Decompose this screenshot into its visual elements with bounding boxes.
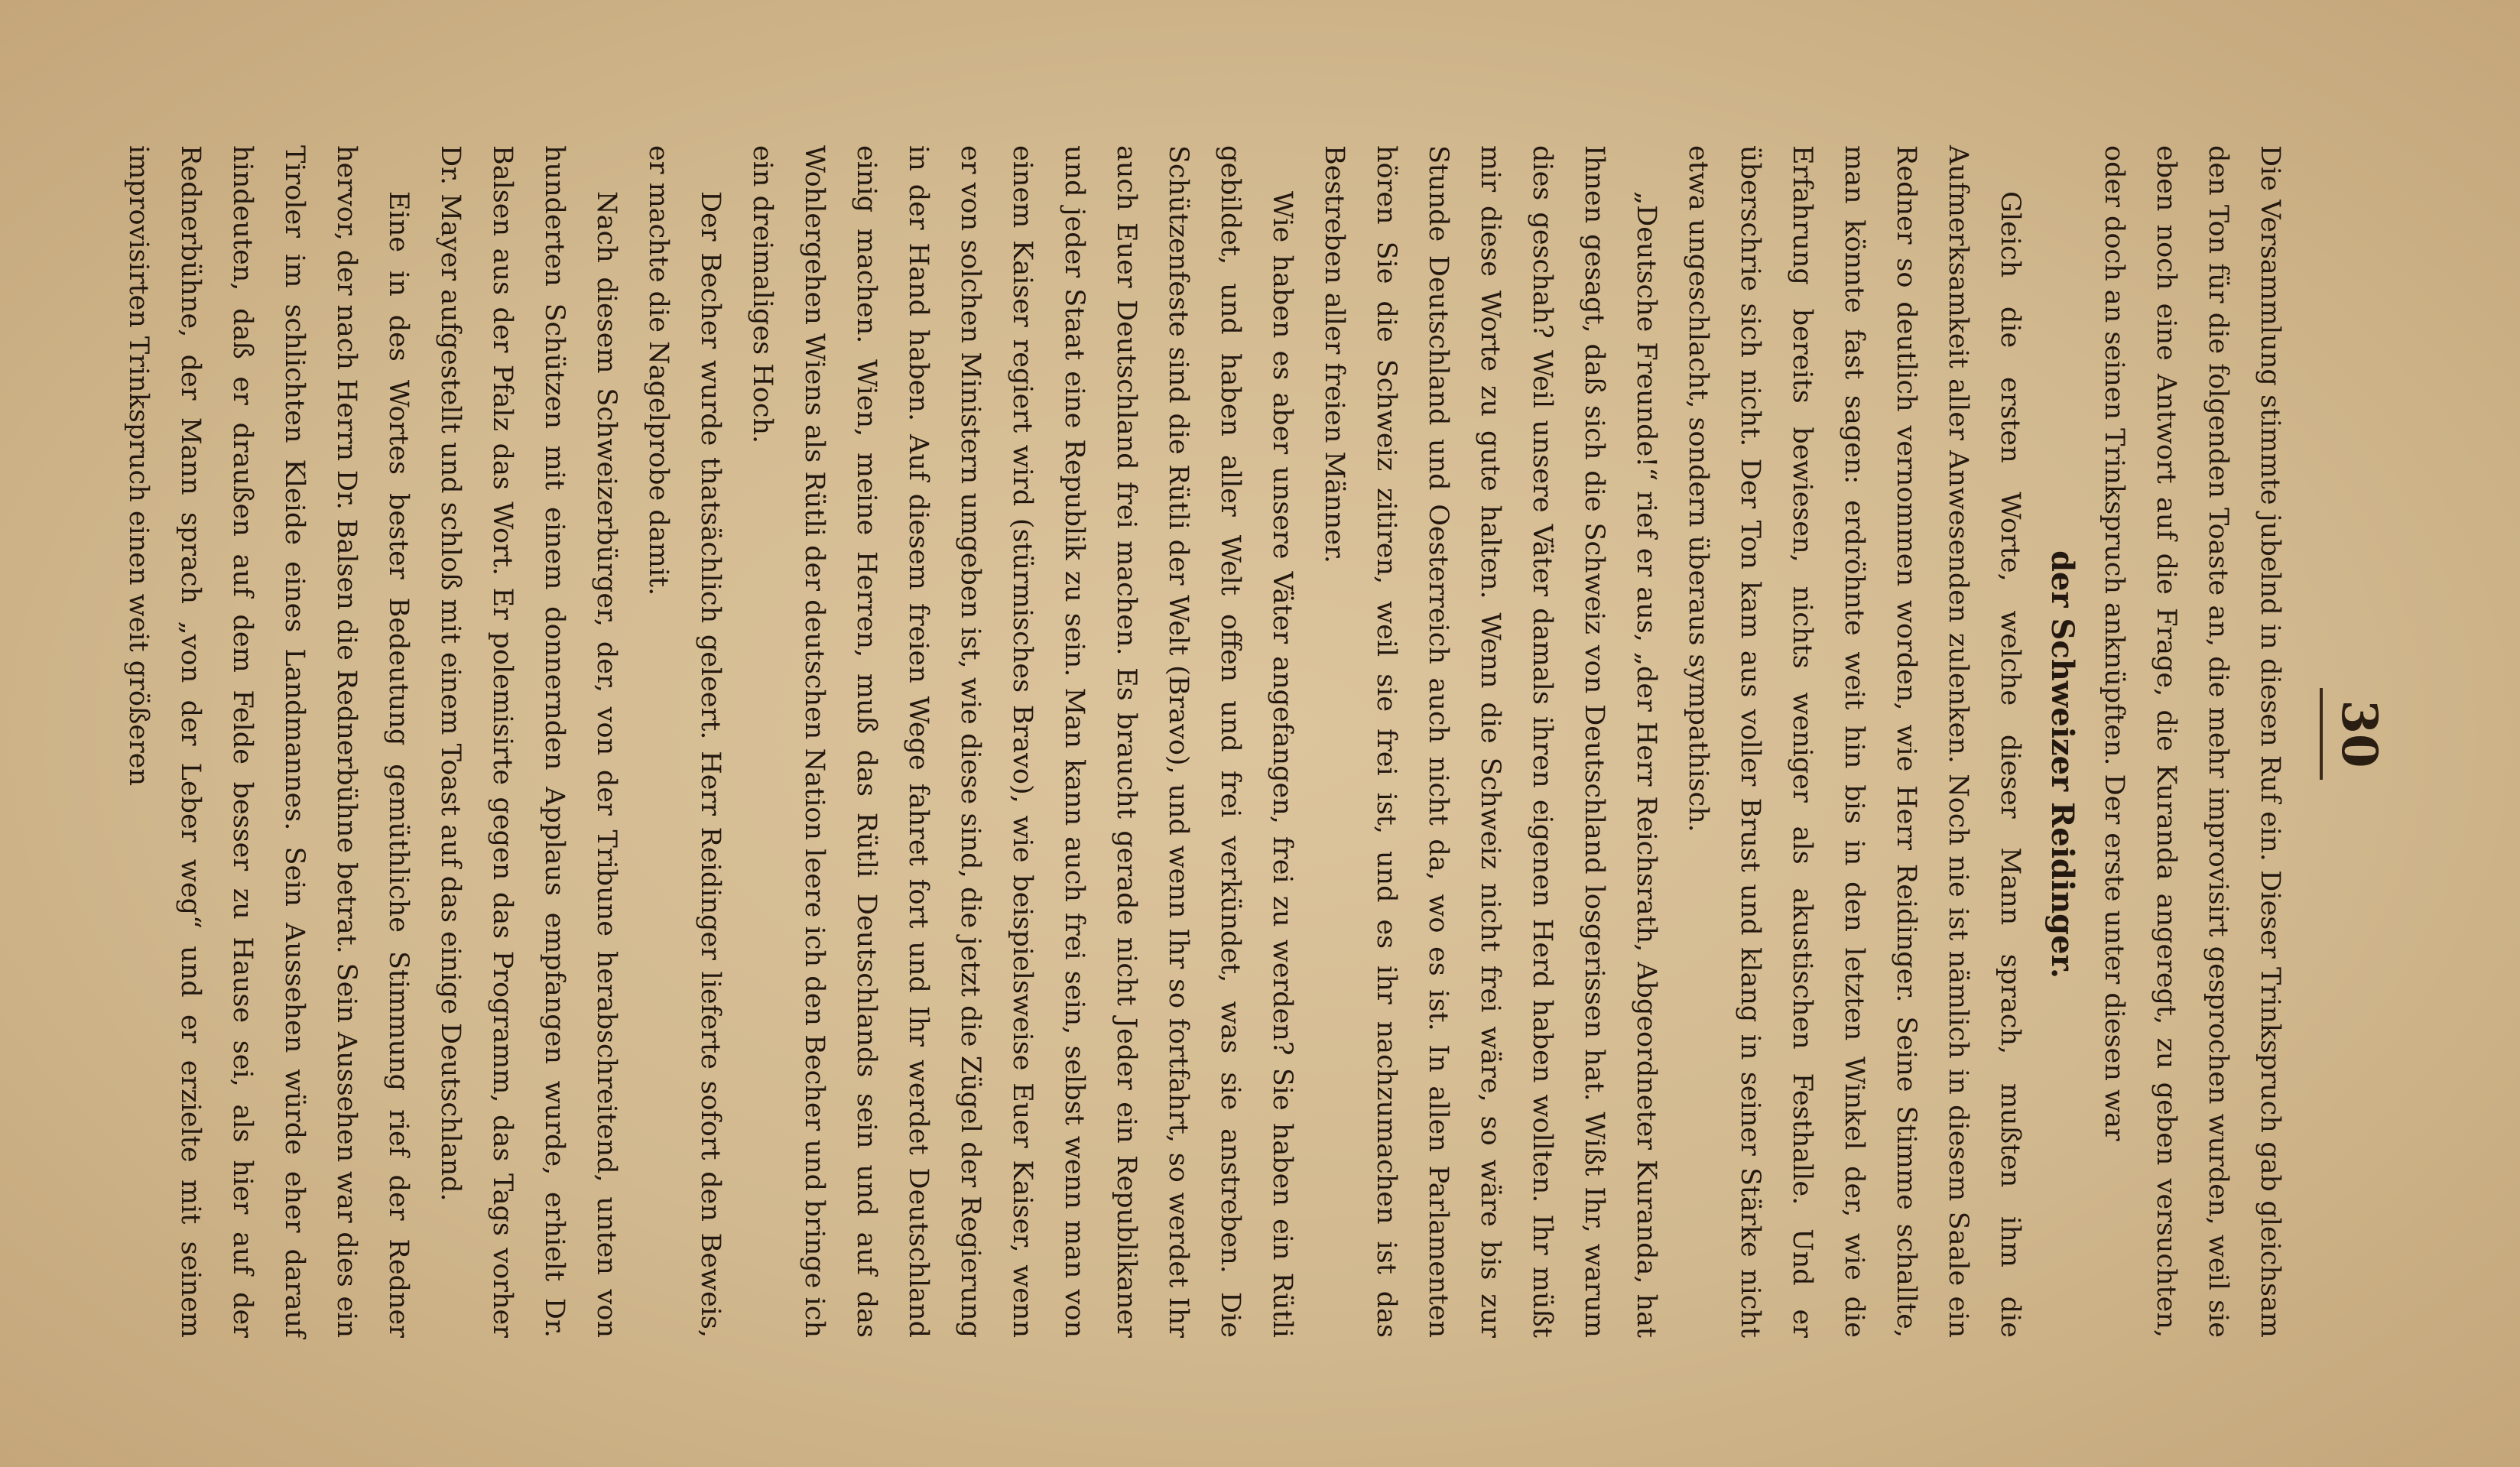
page-number-rule — [2320, 688, 2323, 780]
paragraph: Nach diesem Schweizerbürger, der, von der Tribune herabschreitend, unten von hunderten Schützen mit einem donnernden Applaus empfangen wurde, erhielt Dr. Balsen aus der Pfalz das Wort. Er polemisirte gegen das Programm, das Tags vorher Dr. Mayer aufgestellt und schloß mit einem Toast auf das einige Deutschland. — [435, 145, 622, 1338]
paragraph: Gleich die ersten Worte, welche dieser Mann sprach, mußten ihm die Aufmerksamkeit aller Anwesenden zulenken. Noch nie ist nämlich in diesem Saale ein Redner so deutlich vernommen worden, wie Herr Reidinger. Seine Stimme schallte, man könnte fast sagen: erdröhnte weit hin bis in den letzten Winkel der, wie die Erfahrung bereits bewiesen, nichts weniger als akustischen Festhalle. Und er überschrie sich nicht. Der Ton kam aus voller Brust und klang in seiner Stärke nicht etwa ungeschlacht, sondern überaus sympathisch. — [1683, 145, 2025, 1338]
body-text — [112, 145, 2296, 1338]
paragraph: Der Becher wurde thatsächlich geleert. Herr Reidinger lieferte sofort den Beweis, er machte die Nagelprobe damit. — [643, 145, 726, 1338]
paragraph: Wie haben es aber unsere Väter angefangen, frei zu werden? Sie haben ein Rütli gebildet, und haben aller Welt offen und frei verkündet, was sie anstreben. Die Schützenfeste sind die Rütli der Welt (Bravo), und wenn Ihr so fortfahrt, so werdet Ihr auch Euer Deutschland frei machen. Es braucht gerade nicht Jeder ein Republikaner und jeder Staat eine Republik zu sein. Man kann auch frei sein, selbst wenn man von einem Kaiser regiert wird (stürmisches Bravo), wie beispielsweise Euer Kaiser, wenn er von solchen Ministern umgeben ist, wie diese sind, die jetzt die Zügel der Regierung in der Hand haben. Auf diesem freien Wege fahret fort und Ihr werdet Deutschland einig machen. Wien, meine Herren, muß das Rütli Deutschlands sein und auf das Wohlergehen Wiens als Rütli der deutschen Nation leere ich den Becher und bringe ich ein dreimaliges Hoch. — [747, 145, 1297, 1338]
paragraph: Die Versammlung stimmte jubelnd in diesen Ruf ein. Dieser Trinkspruch gab gleichsam den Ton für die folgenden Toaste an, die mehr improvisirt gesprochen wurden, weil sie eben noch eine Antwort auf die Frage, die Kuranda angeregt, zu geben versuchten, oder doch an seinen Trinkspruch anknüpften. Der erste unter diesen war — [2099, 145, 2285, 1338]
page-number: 30 — [2330, 699, 2388, 768]
section-heading: der Schweizer Reidinger. — [2044, 550, 2080, 979]
paragraph: „Deutsche Freunde!“ rief er aus, „der Herr Reichsrath, Abgeordneter Kuranda, hat Ihnen gesagt, daß sich die Schweiz von Deutschland losgerissen hat. Wißt Ihr, warum dies geschah? Weil unsere Väter damals ihren eigenen Herd haben wollten. Ihr müßt mir diese Worte zu gute halten. Wenn die Schweiz nicht frei wäre, so wäre bis zur Stunde Deutschland und Oesterreich auch nicht da, wo es ist. In allen Parlamenten hören Sie die Schweiz zitiren, weil sie frei ist, und es ihr nachzumachen ist das Bestreben aller freien Männer. — [1319, 145, 1661, 1338]
rotated-page-content — [60, 46, 2460, 1422]
paragraph: Eine in des Wortes bester Bedeutung gemüthliche Stimmung rief der Redner hervor, der nach Herrn Dr. Balsen die Rednerbühne betrat. Sein Aussehen war dies ein Tiroler im schlichten Kleide eines Landmannes. Sein Aussehen würde eher darauf hindeuten, daß er draußen auf dem Felde besser zu Hause sei, als hier auf der Rednerbühne, der Mann sprach „von der Leber weg“ und er erzielte mit seinem improvisirten Trinkspruch einen weit größeren — [123, 145, 414, 1338]
